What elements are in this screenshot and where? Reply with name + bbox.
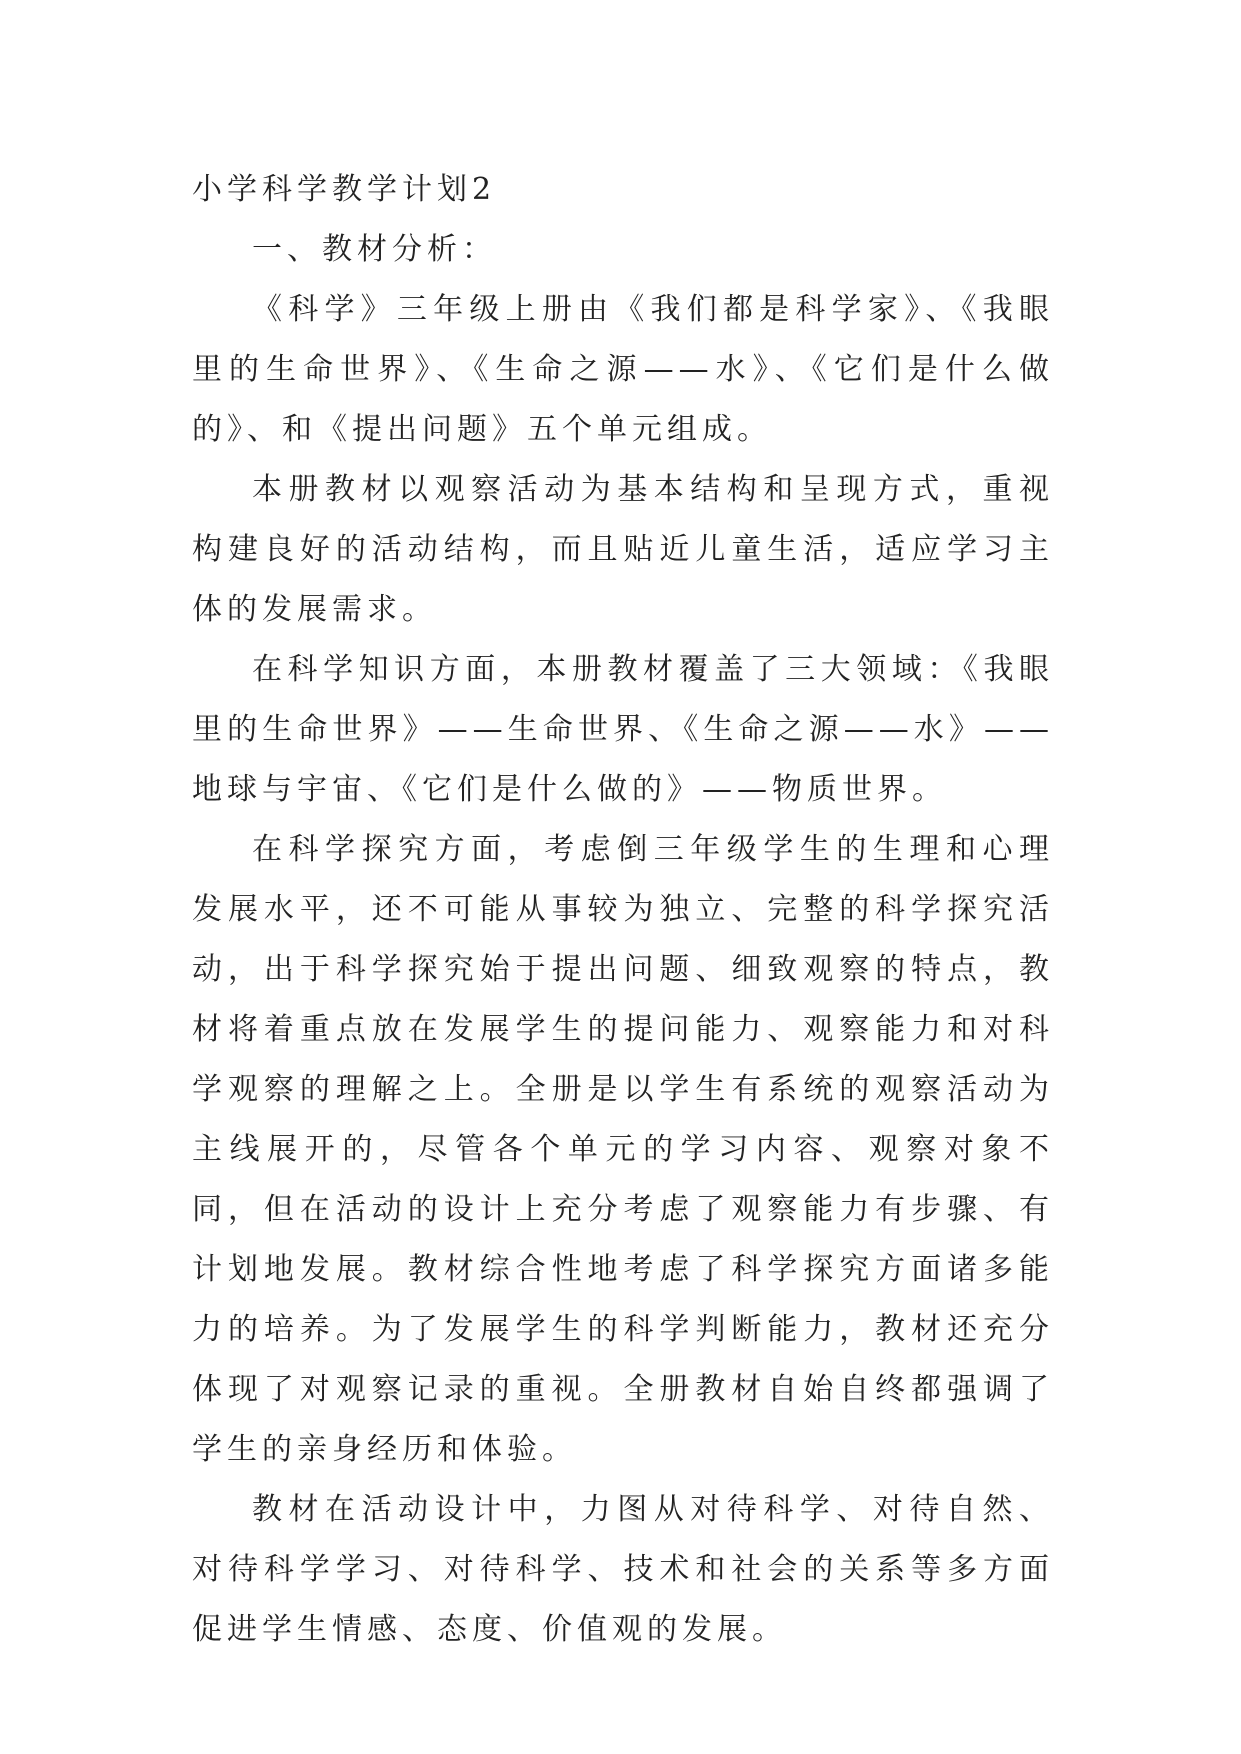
document-title: 小学科学教学计划2: [192, 172, 497, 207]
paragraph-inquiry: 在科学探究方面，考虑倒三年级学生的生理和心理发展水平，还不可能从事较为独立、完整的科学探究活动，出于科学探究始于提出问题、细致观察的特点，教材将着重点放在发展学生的提问能力、观察能力和对科学观察的理解之上。全册是以学生有系统的观察活动为主线展开的，尽管各个单元的学习内容、观察对象不同，但在活动的设计上充分考虑了观察能力有步骤、有计划地发展。教材综合性地考虑了科学探究方面诸多能力的培养。为了发展学生的科学判断能力，教材还充分体现了对观察记录的重视。全册教材自始自终都强调了学生的亲身经历和体验。: [192, 832, 1054, 1467]
paragraph-attitude: 教材在活动设计中，力图从对待科学、对待自然、对待科学学习、对待科学、技术和社会的关系等多方面促进学生情感、态度、价值观的发展。: [192, 1492, 1054, 1647]
section-heading: 一、教材分析：: [252, 232, 497, 267]
paragraph-structure: 本册教材以观察活动为基本结构和呈现方式，重视构建良好的活动结构，而且贴近儿童生活，适应学习主体的发展需求。: [192, 472, 1054, 627]
document-body: [192, 160, 1054, 1660]
paragraph-knowledge: 在科学知识方面，本册教材覆盖了三大领域：《我眼里的生命世界》——生命世界、《生命之源——水》——地球与宇宙、《它们是什么做的》——物质世界。: [192, 652, 1054, 807]
paragraph-units: 《科学》三年级上册由《我们都是科学家》、《我眼里的生命世界》、《生命之源——水》、《它们是什么做的》、和《提出问题》五个单元组成。: [192, 292, 1054, 447]
